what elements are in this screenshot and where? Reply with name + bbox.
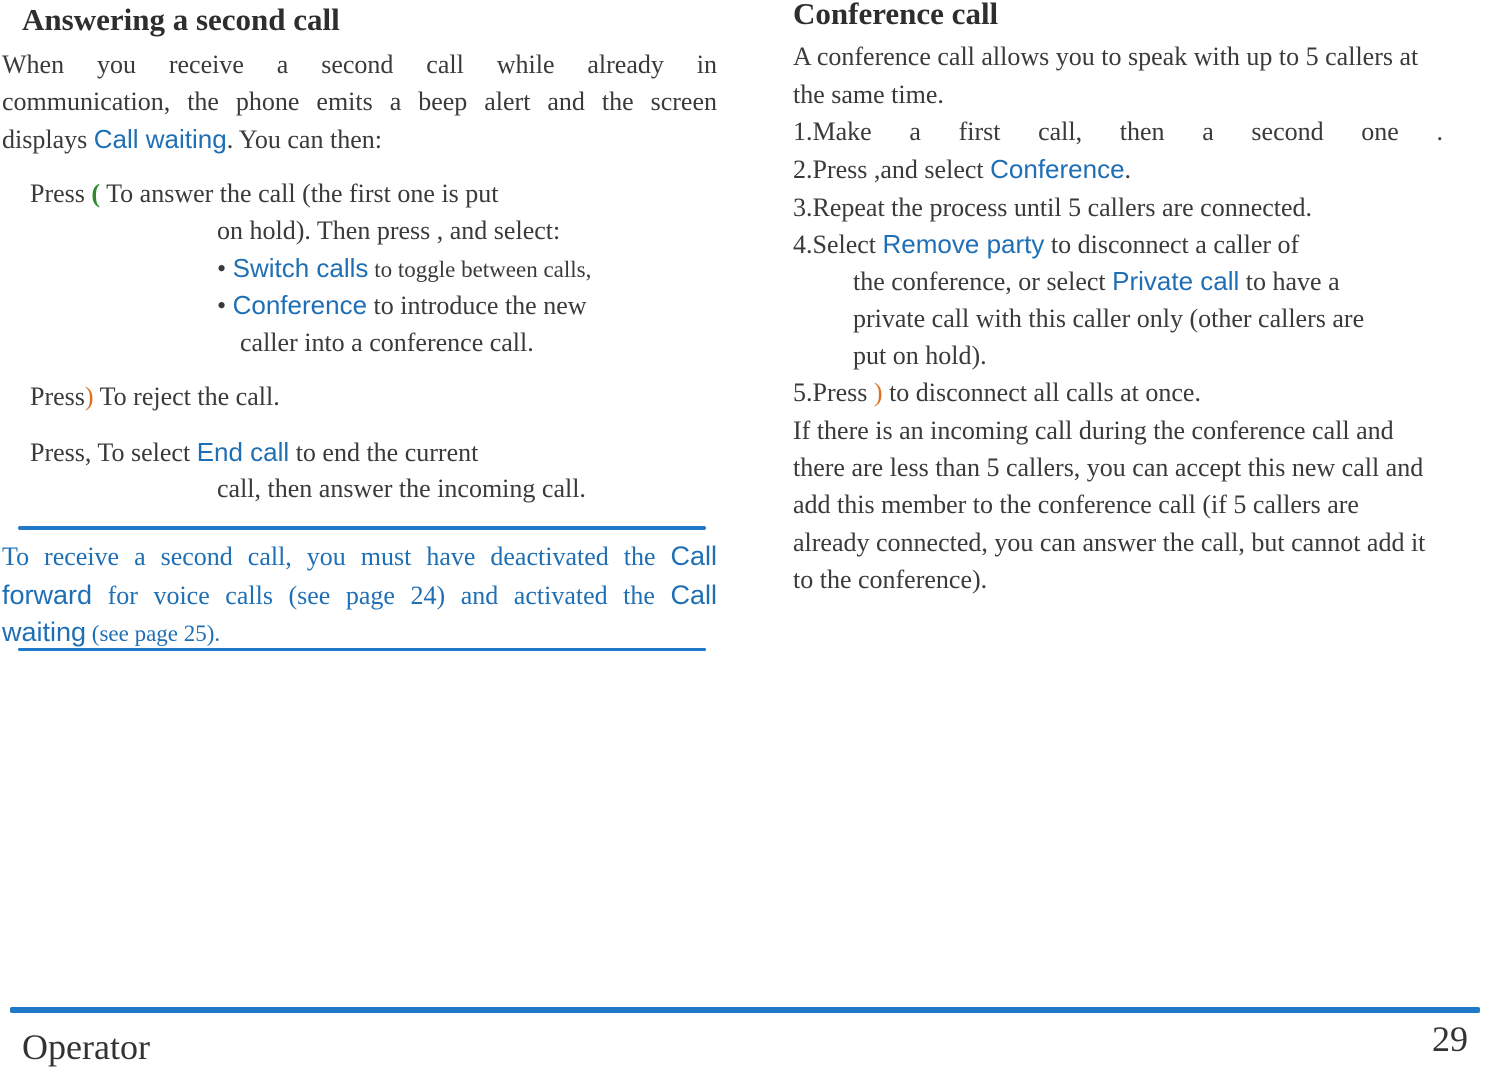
- conf-step-5: 5.Press ) to disconnect all calls at once.: [793, 378, 1201, 407]
- conf-para-line-5: to the conference).: [793, 565, 988, 594]
- note-line-3: waiting (see page 25).: [2, 617, 221, 647]
- endcall-line-1: Press, To select End call to end the current: [30, 437, 479, 467]
- intro-line-1: When you receive a second call while already in: [2, 50, 717, 79]
- conf-step-3: 3.Repeat the process until 5 callers are connected.: [793, 193, 1313, 222]
- footer-rule: [10, 1007, 1480, 1013]
- conf-step-2: 2.Press ,and select Conference.: [793, 154, 1132, 184]
- conf-para-line-1: If there is an incoming call during the conference call and: [793, 416, 1394, 445]
- conference-keyword-2: Conference: [990, 154, 1125, 184]
- left-heading: Answering a second call: [22, 2, 340, 37]
- intro-line-2: communication, the phone emits a beep alert and the screen: [2, 87, 717, 116]
- conf-step-4: 4.Select Remove party to disconnect a caller of: [793, 229, 1300, 259]
- note-top-rule: [18, 526, 706, 530]
- endcall-line-2: call, then answer the incoming call.: [217, 474, 586, 503]
- note-line-1: To receive a second call, you must have deactivated the Call: [2, 541, 717, 571]
- conf-intro-line-2: the same time.: [793, 80, 944, 109]
- call-waiting-keyword: Call waiting: [93, 124, 227, 154]
- page-number: 29: [1432, 1019, 1468, 1059]
- conf-para-line-4: already connected, you can answer the call, but cannot add it: [793, 528, 1426, 557]
- reject-line: Press) To reject the call.: [30, 382, 280, 411]
- note-bottom-rule: [18, 648, 706, 651]
- answer-line-1: Press ( To answer the call (the first one is put: [30, 179, 499, 208]
- remove-party-keyword: Remove party: [882, 229, 1045, 259]
- footer-section-label: Operator: [22, 1027, 150, 1067]
- intro-line-3: displays Call waiting. You can then:: [2, 124, 382, 154]
- end-call-keyword: End call: [196, 437, 290, 467]
- answer-key-symbol: (: [91, 179, 101, 208]
- end-key-symbol: ): [873, 378, 883, 407]
- conference-keyword: Conference: [232, 290, 368, 320]
- conf-step-4-line-3: private call with this caller only (other callers are: [853, 304, 1365, 333]
- switch-calls-option: • Switch calls to toggle between calls,: [217, 253, 592, 283]
- answer-line-2: on hold). Then press , and select:: [217, 216, 561, 245]
- conference-option: • Conference to introduce the new: [217, 290, 587, 320]
- conf-para-line-3: add this member to the conference call (if 5 callers are: [793, 490, 1359, 519]
- conference-option-line-2: caller into a conference call.: [240, 328, 534, 357]
- conf-step-4-line-2: the conference, or select Private call to have a: [853, 266, 1340, 296]
- right-heading: Conference call: [793, 0, 999, 31]
- conf-intro-line-1: A conference call allows you to speak with up to 5 callers at: [793, 42, 1419, 71]
- conf-step-4-line-4: put on hold).: [853, 341, 987, 370]
- private-call-keyword: Private call: [1112, 266, 1240, 296]
- conf-step-1: 1.Make a first call, then a second one .: [793, 117, 1443, 146]
- conf-para-line-2: there are less than 5 callers, you can accept this new call and: [793, 453, 1424, 482]
- switch-calls-keyword: Switch calls: [232, 253, 369, 283]
- reject-key-symbol: ): [84, 382, 94, 411]
- note-line-2: forward for voice calls (see page 24) and activated the Call: [2, 580, 717, 610]
